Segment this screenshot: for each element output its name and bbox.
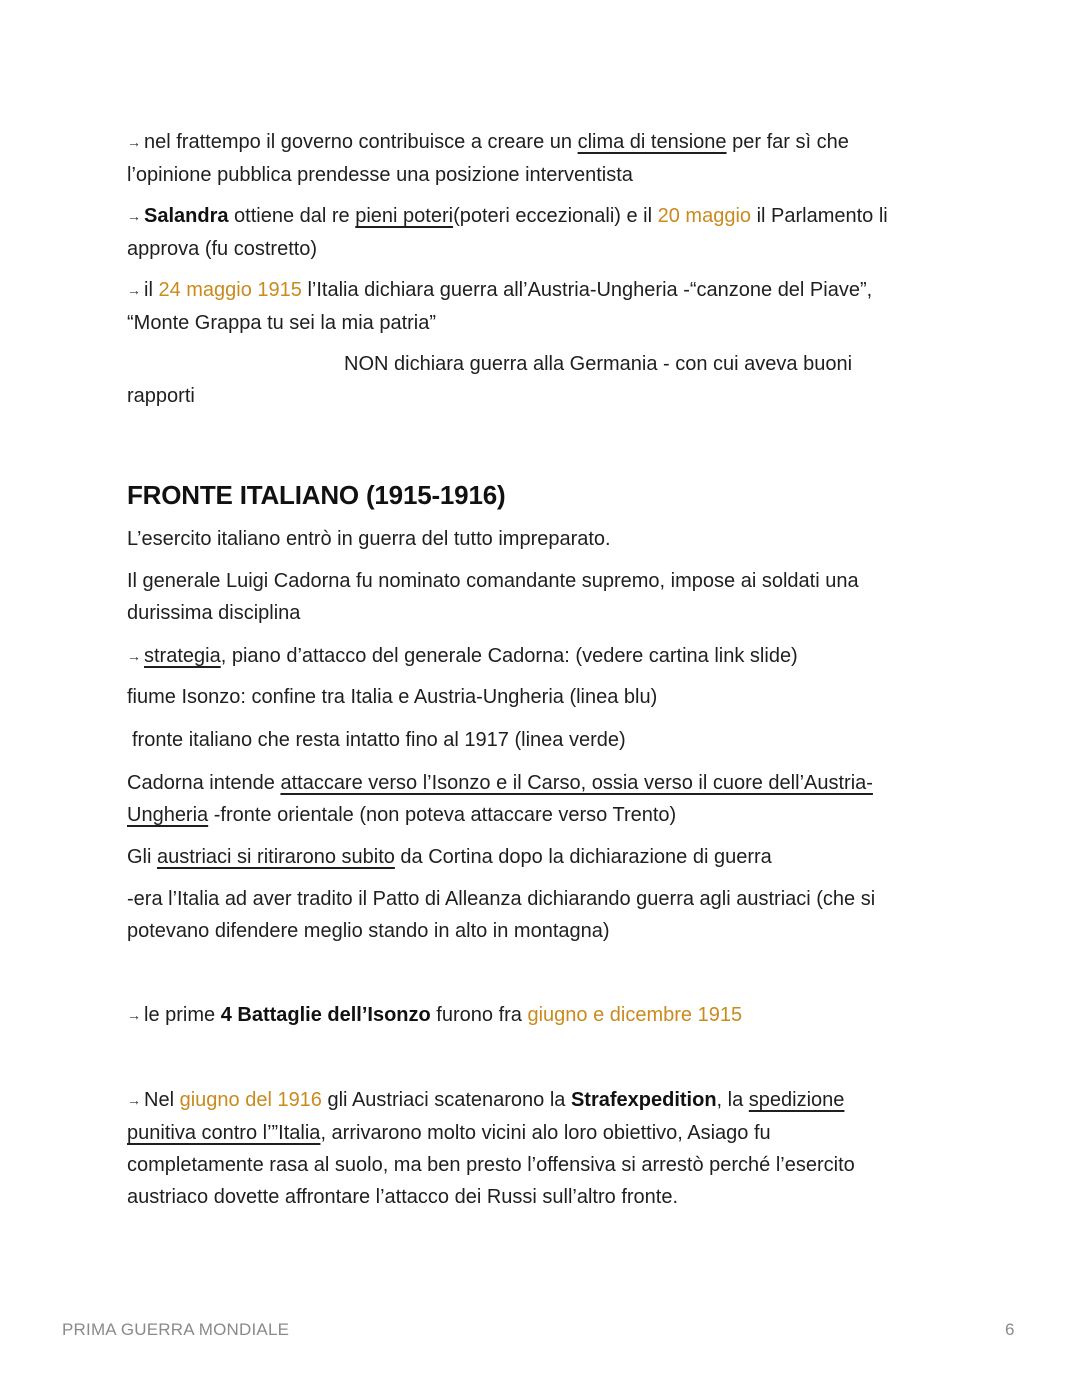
- paragraph-cadorna: Il generale Luigi Cadorna fu nominato comandante supremo, impose ai soldati una durissima disciplina: [127, 570, 859, 624]
- bullet-clima-tensione: → nel frattempo il governo contribuisce a creare un clima di tensione per far sì che l’opinione pubblica prendesse una posizione interventista: [127, 131, 849, 186]
- paragraph-attacco: Cadorna intende attaccare verso l’Isonzo e il Carso, ossia verso il cuore dell’Austria- Ungheria -fronte orientale (non poteva attaccare verso Trento): [127, 772, 873, 826]
- paragraph-isonzo: fiume Isonzo: confine tra Italia e Austria-Ungheria (linea blu): [127, 686, 658, 708]
- arrow-icon: →: [127, 1092, 141, 1108]
- arrow-icon: →: [127, 648, 141, 664]
- underlined-text: pieni poteri: [355, 205, 454, 227]
- date-highlight: 24 maggio 1915: [158, 279, 302, 301]
- page-number: 6: [1005, 1320, 1015, 1339]
- underlined-text: punitiva contro l’”Italia: [127, 1122, 321, 1144]
- note-rapporti: rapporti: [127, 385, 195, 407]
- underlined-text: strategia: [144, 645, 221, 667]
- arrow-icon: →: [127, 282, 141, 298]
- underlined-text: austriaci si ritirarono subito: [157, 846, 395, 868]
- underlined-text: attaccare verso l’Isonzo e il Carso, ossia verso il cuore dell’Austria-: [280, 772, 873, 794]
- bullet-24-maggio: → il 24 maggio 1915 l’Italia dichiara guerra all’Austria-Ungheria -“canzone del Piave”, “Monte Grappa tu sei la mia patria”: [127, 279, 873, 334]
- bold-term: 4 Battaglie dell’Isonzo: [220, 1004, 431, 1026]
- date-highlight: giugno del 1916: [179, 1089, 322, 1111]
- paragraph-battaglie: → le prime 4 Battaglie dell’Isonzo furono fra giugno e dicembre 1915: [127, 1004, 743, 1026]
- paragraph-strafexpedition: → Nel giugno del 1916 gli Austriaci scatenarono la Strafexpedition, la spedizione punitiva contro l’”Italia, arrivarono molto vicini alo loro obiettivo, Asiago fu completamente rasa al suolo, ma ben presto l’offensiva si arrestò perché l’esercito austriaco dovette affrontare l’attacco dei Russi sull’altro fronte.: [127, 1089, 855, 1208]
- section-heading: FRONTE ITALIANO (1915-1916): [127, 480, 506, 510]
- note-germania: NON dichiara guerra alla Germania - con cui aveva buoni: [344, 353, 853, 375]
- underlined-text: spedizione: [748, 1089, 845, 1111]
- bold-term: Strafexpedition: [570, 1089, 717, 1111]
- paragraph-esercito: L’esercito italiano entrò in guerra del tutto impreparato.: [127, 528, 611, 550]
- date-highlight: 20 maggio: [657, 205, 752, 227]
- underlined-text: Ungheria: [127, 804, 209, 826]
- arrow-icon: →: [127, 134, 141, 150]
- paragraph-austriaci: Gli austriaci si ritirarono subito da Cortina dopo la dichiarazione di guerra: [127, 846, 772, 868]
- paragraph-fronte: fronte italiano che resta intatto fino al 1917 (linea verde): [132, 729, 626, 751]
- paragraph-patto: -era l’Italia ad aver tradito il Patto di Alleanza dichiarando guerra agli austriaci (che si potevano difendere meglio stando in alto in montagna): [127, 888, 876, 942]
- arrow-icon: →: [127, 1007, 141, 1023]
- paragraph-strategia: → strategia, piano d’attacco del generale Cadorna: (vedere cartina link slide): [127, 645, 798, 667]
- underlined-text: clima di tensione: [577, 131, 727, 153]
- footer-title: PRIMA GUERRA MONDIALE: [62, 1320, 290, 1339]
- bullet-salandra: → Salandra ottiene dal re pieni poteri(poteri eccezionali) e il 20 maggio il Parlamento li approva (fu costretto): [127, 205, 888, 260]
- bold-term: Salandra: [144, 205, 229, 227]
- date-highlight: giugno e dicembre 1915: [527, 1004, 743, 1026]
- arrow-icon: →: [127, 208, 141, 224]
